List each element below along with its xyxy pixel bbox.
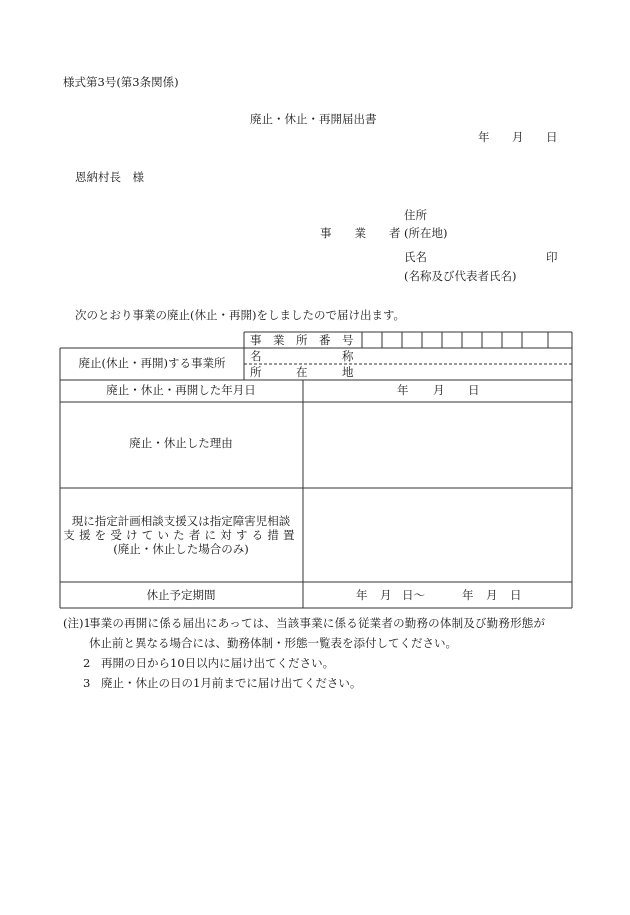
office-number-label: 事 業 所 番 号 bbox=[250, 333, 354, 347]
form-number: 様式第3号(第3条関係) bbox=[63, 75, 179, 89]
intro-text: 次のとおり事業の廃止(休止・再開)をしましたので届け出ます。 bbox=[75, 308, 406, 322]
date-month: 月 bbox=[512, 130, 524, 144]
period-to-year: 年 bbox=[462, 588, 474, 602]
seal-mark: 印 bbox=[546, 250, 558, 264]
period-from-day: 日〜 bbox=[402, 588, 425, 602]
address-label: 住所 bbox=[404, 208, 427, 222]
name-sub-label: (名称及び代表者氏名) bbox=[404, 269, 517, 283]
period-to-day: 日 bbox=[510, 588, 522, 602]
measures-label-line2: 支援を受けていた者に対する措置 bbox=[63, 528, 299, 542]
office-name-label: 名 称 bbox=[250, 349, 354, 363]
name-label: 氏名 bbox=[404, 250, 427, 264]
note3-text: 廃止・休止の日の1月前までに届け出てください。 bbox=[101, 676, 362, 690]
note2-text: 再開の日から10日以内に届け出てください。 bbox=[101, 656, 335, 670]
date-row-label: 廃止・休止・再開した年月日 bbox=[106, 383, 256, 397]
measures-label-line1: 現に指定計画相談支援又は指定障害児相談 bbox=[71, 514, 291, 528]
date-day: 日 bbox=[546, 130, 558, 144]
applicant-role: 事 業 者 bbox=[320, 226, 401, 240]
period-from-month: 月 bbox=[380, 588, 392, 602]
period-to-month: 月 bbox=[486, 588, 498, 602]
note-prefix: (注)1 bbox=[63, 616, 91, 630]
note3-number: 3 bbox=[83, 676, 91, 690]
note1-line1: 事業の再開に係る届出にあっては、当該事業に係る従業者の勤務の体制及び勤務形態が bbox=[89, 616, 546, 630]
addressee: 恩納村長 様 bbox=[75, 170, 144, 184]
note1-line2: 休止前と異なる場合には、勤務体制・形態一覧表を添付してください。 bbox=[89, 636, 457, 650]
period-label: 休止予定期間 bbox=[146, 588, 216, 602]
document-title: 廃止・休止・再開届出書 bbox=[250, 112, 377, 126]
period-from-year: 年 bbox=[356, 588, 368, 602]
date-year: 年 bbox=[478, 130, 490, 144]
date-row-year: 年 bbox=[397, 383, 409, 397]
reason-label: 廃止・休止した理由 bbox=[129, 436, 233, 450]
measures-label-line3: (廃止・休止した場合のみ) bbox=[113, 542, 249, 556]
date-row-day: 日 bbox=[468, 383, 480, 397]
note2-number: 2 bbox=[83, 656, 91, 670]
office-location-label: 所 在 地 bbox=[250, 365, 354, 379]
office-section-label: 廃止(休止・再開)する事業所 bbox=[78, 356, 226, 370]
date-row-month: 月 bbox=[433, 383, 445, 397]
address-sub-label: (所在地) bbox=[404, 226, 448, 240]
